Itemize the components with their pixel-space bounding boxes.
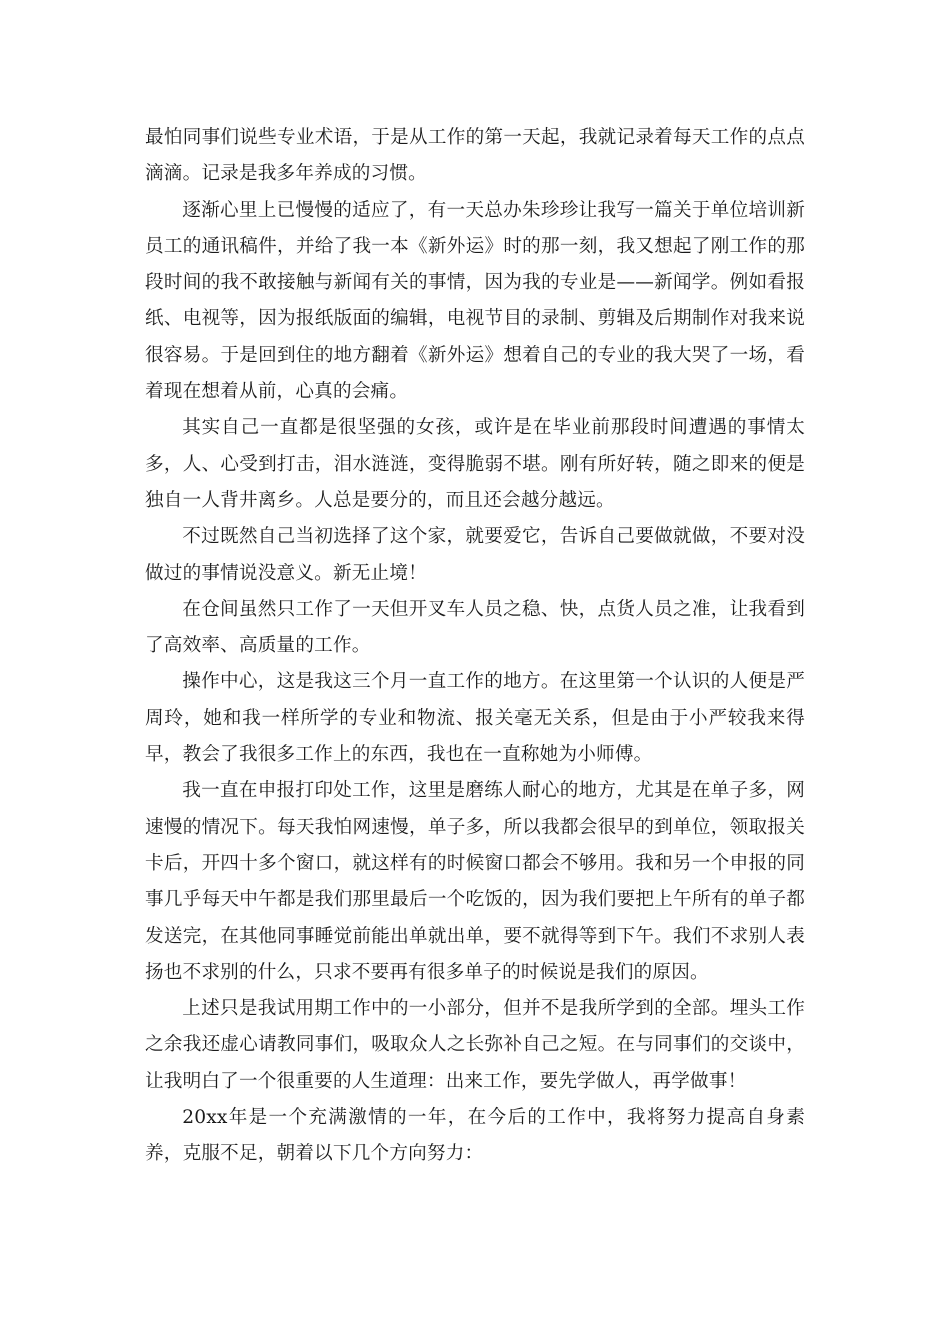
paragraph-5: 在仓间虽然只工作了一天但开叉车人员之稳、快，点货人员之准，让我看到了高效率、高质量的工作。 <box>145 598 805 657</box>
paragraph-2: 逐渐心里上已慢慢的适应了，有一天总办朱珍珍让我写一篇关于单位培训新员工的通讯稿件，并给了我一本《新外运》时的那一刻，我又想起了刚工作的那段时间的我不敢接触与新闻有关的事情，因为我的专业是——新闻学。例如看报纸、电视等，因为报纸版面的编辑，电视节目的录制、剪辑及后期制作对我来说很容易。于是回到住的地方翻着《新外运》想着自己的专业的我大哭了一场，看着现在想着从前，心真的会痛。 <box>145 199 805 403</box>
paragraph-7: 我一直在申报打印处工作，这里是磨练人耐心的地方，尤其是在单子多，网速慢的情况下。每天我怕网速慢，单子多，所以我都会很早的到单位，领取报关卡后，开四十多个窗口，就这样有的时候窗口都会不够用。我和另一个申报的同事几乎每天中午都是我们那里最后一个吃饭的，因为我们要把上午所有的单子都发送完，在其他同事睡觉前能出单就出单，要不就得等到下午。我们不求别人表扬也不求别的什么，只求不要再有很多单子的时候说是我们的原因。 <box>145 780 805 983</box>
paragraph-6: 操作中心，这是我这三个月一直工作的地方。在这里第一个认识的人便是严周玲，她和我一样所学的专业和物流、报关毫无关系，但是由于小严较我来得早，教会了我很多工作上的东西，我也在一直称她为小师傅。 <box>145 671 805 766</box>
document-page <box>145 120 805 1173</box>
paragraph-4: 不过既然自己当初选择了这个家，就要爱它，告诉自己要做就做，不要对没做过的事情说没意义。新无止境！ <box>145 526 805 584</box>
paragraph-8: 上述只是我试用期工作中的一小部分，但并不是我所学到的全部。埋头工作之余我还虚心请教同事们，吸取众人之长弥补自己之短。在与同事们的交谈中，让我明白了一个很重要的人生道理：出来工作，要先学做人，再学做事！ <box>145 998 805 1092</box>
paragraph-9: 20xx年是一个充满激情的一年，在今后的工作中，我将努力提高自身素养，克服不足，朝着以下几个方向努力： <box>145 1107 805 1165</box>
paragraph-3: 其实自己一直都是很坚强的女孩，或许是在毕业前那段时间遭遇的事情太多，人、心受到打击，泪水涟涟，变得脆弱不堪。刚有所好转，随之即来的便是独自一人背井离乡。人总是要分的，而且还会越分越远。 <box>145 417 805 511</box>
paragraph-1: 最怕同事们说些专业术语，于是从工作的第一天起，我就记录着每天工作的点点滴滴。记录是我多年养成的习惯。 <box>145 127 805 185</box>
